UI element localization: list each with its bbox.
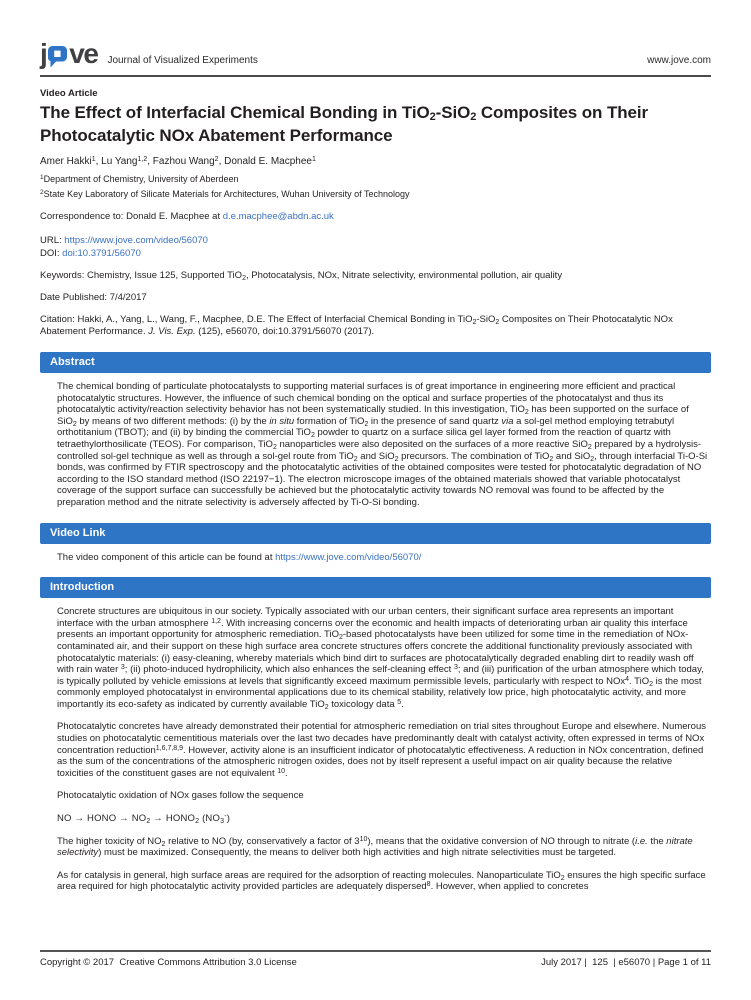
- intro-paragraph-3: Photocatalytic oxidation of NOx gases follow the sequence: [57, 790, 304, 802]
- article-url-link[interactable]: https://www.jove.com/video/56070: [64, 235, 208, 246]
- url-line: [40, 235, 711, 247]
- website-link[interactable]: www.jove.com: [647, 55, 711, 66]
- intro-paragraph-6: As for catalysis in general, high surface areas are required for the adsorption of reacting molecules. Nanoparticulate TiO$_2$ ensures the high specific surface area required for high photocatalytic activity provided particles are adequately dispersed$^8$. However, when applied to concretes: [57, 869, 706, 893]
- jove-logo-letter-j: j: [40, 38, 47, 69]
- doi-line: [40, 248, 711, 260]
- intro-paragraph-1: Concrete structures are ubiquitous in our society. Typically associated with our urban centers, their significant surface area represents an important interface with the urban atmosphere $^{1,2}$. With increasing concerns over the economic and health impacts of deteriorating urban air quality this interface presents an important opportunity for atmospheric remediation. TiO$_2$-based photocatalysts have been utilized for some time in the remediation of NOx-contaminated air, and their support on these high surface area concrete structures offers concrete the additional functionality previously associated with photocatalytic materials: (i) easy-cleaning, whereby materials which bind dirt to surfaces are photocatalytically degraded enabling dirt to readily wash off with rain water $^3$; (ii) photo-induced hydrophilicity, which also enhances the self-cleaning effect $^3$; and (iii) purification of the urban atmosphere which today, is typically polluted by vehicle emissions at levels that significantly exceed maximum permissible levels, particularly with respect to NOx$^4$. TiO$_2$ is the most commonly employed photocatalyst in environmental applications due to its chemical stability, relatively low price, high photocatalytic activity, and more importantly its eco-safety as indicated by currently available TiO$_2$ toxicology data $^5$.: [57, 606, 704, 711]
- page-title: The Effect of Interfacial Chemical Bonding in TiO$_2$-SiO$_2$ Composites on Their Photocatalytic NOx Abatement Performance: [40, 103, 649, 145]
- jove-speech-bubble-icon: [48, 46, 67, 68]
- correspondence-email-link[interactable]: d.e.macphee@abdn.ac.uk: [222, 211, 334, 222]
- section-header-video-link: Video Link: [40, 523, 711, 544]
- doi-link[interactable]: doi:10.3791/56070: [62, 248, 141, 259]
- video-link-body: [57, 552, 711, 564]
- video-url-link[interactable]: https://www.jove.com/video/56070/: [275, 551, 422, 563]
- introduction-body: [57, 606, 711, 893]
- abstract-body: The chemical bonding of particulate photocatalysts to supporting material surfaces is of great importance in engineering more efficient and practical photocatalytic structures. However, the influence of such chemical bonding on the optical and surface properties of the photocatalyst and thus its photocatalytic activity/reaction selectivity behavior has not been systematically studied. In this investigation, TiO$_2$ has been supported on the surface of SiO$_2$ by means of two different methods: (i) by the in situ formation of TiO$_2$ in the presence of sand quartz via a sol-gel method employing tetrabutyl orthotitanium (TBOT); and (ii) by binding the commercial TiO$_2$ powder to quartz on a surface silica gel layer formed from the reaction of quartz with tetraethylorthosilicate (TEOS). For comparison, TiO$_2$ nanoparticles were also deposited on the surfaces of a more reactive SiO$_2$ prepared by a hydrolysis-controlled sol-gel technique as well as through a sol-gel route from TiO$_2$ and SiO$_2$ precursors. The combination of TiO$_2$ and SiO$_2$, through interfacial Ti-O-Si bonds, was confirmed by FTIR spectroscopy and the photocatalytic activities of the obtained composites were tested for photocatalytic degradation of NO according to the ISO standard method (ISO 22197−1). The electron microscope images of the obtained materials showed that variable photocatalyst coverage of the support surface can successfully be achieved but the photocatalytic activity towards NO removal was found to be affected by the preparation method and the nitrate selectivity is adversely affected by Ti-O-Si bonding.: [57, 381, 708, 508]
- doi-label: DOI:: [40, 248, 63, 259]
- correspondence-prefix: Correspondence to: Donald E. Macphee at: [40, 211, 223, 222]
- url-label: URL:: [40, 235, 65, 246]
- affiliation-2: $^2$State Key Laboratory of Silicate Materials for Architectures, Wuhan University of Technology: [40, 189, 410, 199]
- nox-oxidation-formula: NO → HONO → $NO_2$ → $HONO_2$ $(NO_3^-)$: [57, 813, 231, 826]
- date-published-line: Date Published: 7/4/2017: [40, 292, 147, 303]
- authors-line: Amer Hakki$^1$, Lu Yang$^{1,2}$, Fazhou Wang$^2$, Donald E. Macphee$^1$: [40, 156, 316, 167]
- citation-line: Citation: Hakki, A., Yang, L., Wang, F., Macphee, D.E. The Effect of Interfacial Chemical Bonding in TiO$_2$-SiO$_2$ Composites on Their Photocatalytic NOx Abatement Performance. J. Vis. Exp. (125), e56070, doi:10.3791/56070 (2017).: [40, 314, 673, 337]
- article-type-label: Video Article: [40, 88, 98, 99]
- section-header-abstract: Abstract: [40, 352, 711, 373]
- jove-logo: [40, 38, 98, 69]
- footer-copyright: Copyright © 2017 Creative Commons Attribution 3.0 License: [40, 957, 297, 968]
- jove-logo-letters-ve: ve: [69, 38, 98, 69]
- keywords-line: Keywords: Chemistry, Issue 125, Supported TiO$_2$, Photocatalysis, NOx, Nitrate selectivity, environmental pollution, air quality: [40, 270, 563, 282]
- video-link-prefix: The video component of this article can be found at: [57, 551, 276, 563]
- section-header-introduction: Introduction: [40, 577, 711, 598]
- intro-paragraph-2: Photocatalytic concretes have already demonstrated their potential for atmospheric remediation on trial sites throughout Europe and elsewhere. Numerous studies on photocatalytic cementitious materials over the last two decades have predominantly dealt with catalyst activity, often expressed in terms of NOx concentration reduction$^{1,6,7,8,9}$. However, activity alone is an insufficient indicator of photocatalytic effectiveness. A reduction in NOx concentration, defined as the sum of the concentrations of the atmospheric nitrogen oxides, does not by itself represent a useful impact on air quality because the relative toxicities of the constituent gases are not equivalent $^{10}$.: [57, 721, 706, 779]
- page-header: [40, 0, 711, 77]
- affiliation-1: $^1$Department of Chemistry, University of Aberdeen: [40, 174, 239, 184]
- intro-paragraph-5: The higher toxicity of $NO_2$ relative to NO (by, conservatively a factor of $3^{10}$), means that the oxidative conversion of NO through to nitrate (i.e. the nitrate selectivity) must be maximized. Consequently, the means to deliver both high activities and high nitrate selectivities must be targeted.: [57, 835, 693, 859]
- journal-name: Journal of Visualized Experiments: [107, 55, 258, 66]
- page-footer: [40, 950, 711, 968]
- footer-issue-info: July 2017 | 125 | e56070 | Page 1 of 11: [541, 957, 711, 968]
- correspondence-line: [40, 211, 711, 223]
